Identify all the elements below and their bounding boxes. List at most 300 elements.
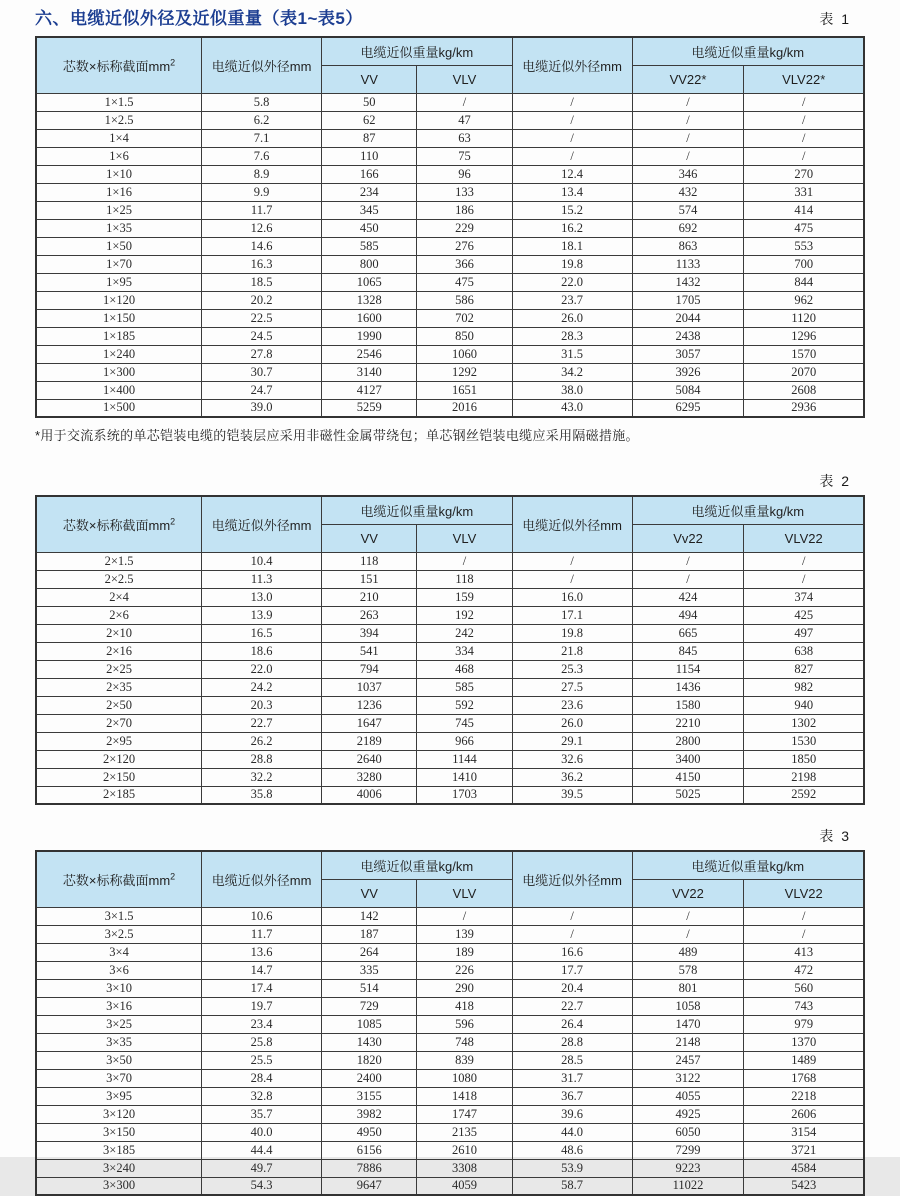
table-row (36, 642, 864, 660)
table-cell: / (744, 111, 864, 129)
table-row (36, 183, 864, 201)
table-cell: 16.5 (202, 624, 322, 642)
table-cell: 7299 (632, 1141, 744, 1159)
table-cell: 276 (417, 237, 512, 255)
table-cell: 7.1 (202, 129, 322, 147)
table-cell: 13.6 (202, 943, 322, 961)
table-row (36, 237, 864, 255)
table-cell: 2×185 (36, 786, 202, 804)
col-header-weight2: 电缆近似重量kg/km (632, 496, 864, 524)
table-cell: 450 (322, 219, 417, 237)
table1-body (36, 93, 864, 417)
table-row (36, 219, 864, 237)
table-cell: 1328 (322, 291, 417, 309)
table-cell: 2218 (744, 1087, 864, 1105)
table-cell: 35.7 (202, 1105, 322, 1123)
table-cell: 1418 (417, 1087, 512, 1105)
table-cell: 1747 (417, 1105, 512, 1123)
table-cell: 39.6 (512, 1105, 632, 1123)
table-cell: / (632, 907, 744, 925)
table-row (36, 309, 864, 327)
table-cell: 2546 (322, 345, 417, 363)
table-cell: / (512, 147, 632, 165)
table-cell: / (417, 907, 512, 925)
table-cell: 11022 (632, 1177, 744, 1195)
table-cell: 32.2 (202, 768, 322, 786)
table-cell: 20.3 (202, 696, 322, 714)
table-cell: 432 (632, 183, 744, 201)
table-cell: 166 (322, 165, 417, 183)
table-cell: 475 (417, 273, 512, 291)
col-header-od1: 电缆近似外径mm (202, 37, 322, 93)
table-cell: 20.2 (202, 291, 322, 309)
table-row (36, 1141, 864, 1159)
table-cell: 3308 (417, 1159, 512, 1177)
table-cell: 50 (322, 93, 417, 111)
table-cell: 702 (417, 309, 512, 327)
table-cell: 5259 (322, 399, 417, 417)
col-header-vv: VV (322, 524, 417, 552)
table3-label: 表 3 (819, 828, 851, 844)
table-cell: 845 (632, 642, 744, 660)
table-cell: 19.8 (512, 255, 632, 273)
table-cell: 35.8 (202, 786, 322, 804)
table-cell: 1647 (322, 714, 417, 732)
table-cell: 585 (417, 678, 512, 696)
col-header-vv: VV (322, 879, 417, 907)
table-cell: 2592 (744, 786, 864, 804)
table-cell: 3×50 (36, 1051, 202, 1069)
table-cell: 242 (417, 624, 512, 642)
table-cell: 118 (417, 570, 512, 588)
table-cell: 2800 (632, 732, 744, 750)
table-row (36, 165, 864, 183)
table-cell: 19.7 (202, 997, 322, 1015)
col-header-od1: 电缆近似外径mm (202, 851, 322, 907)
table-cell: 24.2 (202, 678, 322, 696)
table-cell: 24.7 (202, 381, 322, 399)
table-cell: 28.4 (202, 1069, 322, 1087)
table-row (36, 961, 864, 979)
table-cell: 8.9 (202, 165, 322, 183)
table-cell: 578 (632, 961, 744, 979)
table-cell: 210 (322, 588, 417, 606)
table-cell: 1×2.5 (36, 111, 202, 129)
table-cell: 424 (632, 588, 744, 606)
table-row (36, 552, 864, 570)
col-header-od1: 电缆近似外径mm (202, 496, 322, 552)
table-cell: 2×16 (36, 642, 202, 660)
table-cell: 2×50 (36, 696, 202, 714)
table-cell: 1×1.5 (36, 93, 202, 111)
table-cell: 32.6 (512, 750, 632, 768)
table-cell: 151 (322, 570, 417, 588)
table-cell: 4006 (322, 786, 417, 804)
table-row (36, 1159, 864, 1177)
table-cell: 3×185 (36, 1141, 202, 1159)
table-cell: 1×95 (36, 273, 202, 291)
table-cell: 7886 (322, 1159, 417, 1177)
table-cell: 1651 (417, 381, 512, 399)
table-cell: 2438 (632, 327, 744, 345)
table-row (36, 129, 864, 147)
table-cell: 2608 (744, 381, 864, 399)
table-cell: / (744, 147, 864, 165)
table-cell: 394 (322, 624, 417, 642)
table-row (36, 273, 864, 291)
table-cell: 1×185 (36, 327, 202, 345)
table-cell: 28.3 (512, 327, 632, 345)
table-cell: 574 (632, 201, 744, 219)
table-cell: 3×95 (36, 1087, 202, 1105)
table-cell: 940 (744, 696, 864, 714)
table-cell: 31.7 (512, 1069, 632, 1087)
table-cell: 585 (322, 237, 417, 255)
table-cell: / (512, 129, 632, 147)
table-cell: 2×4 (36, 588, 202, 606)
table-cell: 1×400 (36, 381, 202, 399)
table-row (36, 1069, 864, 1087)
table-row (36, 588, 864, 606)
col-header-weight1: 电缆近似重量kg/km (322, 496, 512, 524)
table-cell: 331 (744, 183, 864, 201)
table-cell: 3×120 (36, 1105, 202, 1123)
table-cell: 34.2 (512, 363, 632, 381)
table-cell: 26.0 (512, 714, 632, 732)
table-row (36, 291, 864, 309)
table-row (36, 907, 864, 925)
table-cell: 1600 (322, 309, 417, 327)
table-cell: 87 (322, 129, 417, 147)
table-cell: 3140 (322, 363, 417, 381)
table-cell: 11.7 (202, 201, 322, 219)
table-cell: 18.1 (512, 237, 632, 255)
table-row (36, 925, 864, 943)
table-cell: 494 (632, 606, 744, 624)
table-cell: 850 (417, 327, 512, 345)
table-cell: / (744, 93, 864, 111)
table-cell: / (632, 129, 744, 147)
table-cell: 32.8 (202, 1087, 322, 1105)
table-cell: 553 (744, 237, 864, 255)
table-row (36, 1123, 864, 1141)
table-cell: 979 (744, 1015, 864, 1033)
table-cell: 3×6 (36, 961, 202, 979)
table-cell: 2×6 (36, 606, 202, 624)
table-cell: 745 (417, 714, 512, 732)
table-cell: 28.5 (512, 1051, 632, 1069)
table-cell: 2×150 (36, 768, 202, 786)
table-cell: 263 (322, 606, 417, 624)
table-cell: 1120 (744, 309, 864, 327)
table-cell: / (417, 552, 512, 570)
table-cell: 4584 (744, 1159, 864, 1177)
table-cell: 18.6 (202, 642, 322, 660)
table-cell: 23.6 (512, 696, 632, 714)
table-cell: 1×16 (36, 183, 202, 201)
table-cell: 16.2 (512, 219, 632, 237)
table-cell: 2×35 (36, 678, 202, 696)
table-cell: 1820 (322, 1051, 417, 1069)
table-cell: 425 (744, 606, 864, 624)
table-cell: 16.6 (512, 943, 632, 961)
table-cell: 472 (744, 961, 864, 979)
footnote: *用于交流系统的单芯铠装电缆的铠装层应采用非磁性金属带绕包；单芯钢丝铠装电缆应采用隔磁措施。 (35, 428, 639, 443)
table-cell: / (632, 552, 744, 570)
col-header-vlv: VLV (417, 879, 512, 907)
table-cell: 596 (417, 1015, 512, 1033)
table-cell: 1580 (632, 696, 744, 714)
table-cell: 1236 (322, 696, 417, 714)
table-cell: 1065 (322, 273, 417, 291)
table-row (36, 768, 864, 786)
table2-label: 表 2 (819, 473, 851, 489)
table-cell: 592 (417, 696, 512, 714)
table-cell: 1×70 (36, 255, 202, 273)
table-row (36, 660, 864, 678)
table-cell: 729 (322, 997, 417, 1015)
table-cell: 2×2.5 (36, 570, 202, 588)
table-cell: 475 (744, 219, 864, 237)
table-cell: / (744, 925, 864, 943)
table-cell: 58.7 (512, 1177, 632, 1195)
table-cell: 1×35 (36, 219, 202, 237)
table-row (36, 606, 864, 624)
table1-header (36, 37, 864, 93)
table-cell: 6156 (322, 1141, 417, 1159)
table-cell: 1410 (417, 768, 512, 786)
col-header-vlv22: VLV22 (744, 524, 864, 552)
table-cell: 53.9 (512, 1159, 632, 1177)
table-cell: 54.3 (202, 1177, 322, 1195)
table-cell: 1×50 (36, 237, 202, 255)
table-cell: 3122 (632, 1069, 744, 1087)
table-cell: 226 (417, 961, 512, 979)
table1-label: 表 1 (819, 11, 851, 27)
table-cell: 49.7 (202, 1159, 322, 1177)
table-cell: 1302 (744, 714, 864, 732)
table-cell: 10.4 (202, 552, 322, 570)
table-cell: 12.6 (202, 219, 322, 237)
table-cell: 30.7 (202, 363, 322, 381)
table-cell: 133 (417, 183, 512, 201)
table2-label-row (35, 471, 865, 491)
table-cell: 3×2.5 (36, 925, 202, 943)
table3 (35, 850, 865, 1196)
table-cell: 3721 (744, 1141, 864, 1159)
table-cell: 9647 (322, 1177, 417, 1195)
table-cell: 418 (417, 997, 512, 1015)
table-cell: 17.7 (512, 961, 632, 979)
table3-header (36, 851, 864, 907)
table-cell: 17.1 (512, 606, 632, 624)
table-cell: 863 (632, 237, 744, 255)
table-cell: 1144 (417, 750, 512, 768)
table-cell: 26.4 (512, 1015, 632, 1033)
table-cell: 1×240 (36, 345, 202, 363)
table-cell: 26.0 (512, 309, 632, 327)
table-cell: / (744, 129, 864, 147)
table-cell: 192 (417, 606, 512, 624)
table-cell: 560 (744, 979, 864, 997)
table-row (36, 786, 864, 804)
table-cell: / (632, 925, 744, 943)
table-cell: 22.7 (202, 714, 322, 732)
table-cell: 3×240 (36, 1159, 202, 1177)
table-cell: 290 (417, 979, 512, 997)
table-row (36, 381, 864, 399)
table-cell: 5423 (744, 1177, 864, 1195)
table-cell: 62 (322, 111, 417, 129)
table-row (36, 363, 864, 381)
table-cell: 43.0 (512, 399, 632, 417)
table-cell: 22.7 (512, 997, 632, 1015)
table-cell: 26.2 (202, 732, 322, 750)
table-cell: 13.9 (202, 606, 322, 624)
table-cell: 3155 (322, 1087, 417, 1105)
table-cell: 1085 (322, 1015, 417, 1033)
table-cell: 22.5 (202, 309, 322, 327)
table-cell: 3×150 (36, 1123, 202, 1141)
table-row (36, 624, 864, 642)
table-cell: 2044 (632, 309, 744, 327)
table-cell: 27.8 (202, 345, 322, 363)
table-row (36, 714, 864, 732)
col-header-vv22: VV22 (632, 879, 744, 907)
table-cell: / (512, 111, 632, 129)
table3-label-row (35, 826, 865, 846)
table-row (36, 1105, 864, 1123)
table2-body (36, 552, 864, 804)
col-header-weight2: 电缆近似重量kg/km (632, 37, 864, 65)
table-cell: 22.0 (202, 660, 322, 678)
table-cell: 25.3 (512, 660, 632, 678)
table-cell: 2210 (632, 714, 744, 732)
table-cell: 13.0 (202, 588, 322, 606)
table-cell: 497 (744, 624, 864, 642)
table-cell: 3×16 (36, 997, 202, 1015)
table-cell: 665 (632, 624, 744, 642)
table-cell: 3926 (632, 363, 744, 381)
table-cell: 345 (322, 201, 417, 219)
table-row (36, 678, 864, 696)
table-cell: 187 (322, 925, 417, 943)
table-row (36, 147, 864, 165)
table-cell: 2640 (322, 750, 417, 768)
table-cell: / (512, 925, 632, 943)
col-header-od2: 电缆近似外径mm (512, 851, 632, 907)
table-cell: 489 (632, 943, 744, 961)
table-cell: 7.6 (202, 147, 322, 165)
table-cell: / (632, 147, 744, 165)
table-cell: / (744, 552, 864, 570)
table-cell: 586 (417, 291, 512, 309)
table-cell: 4127 (322, 381, 417, 399)
table-cell: 1370 (744, 1033, 864, 1051)
table-cell: 23.4 (202, 1015, 322, 1033)
table-cell: 1292 (417, 363, 512, 381)
table-row (36, 750, 864, 768)
table-cell: 3400 (632, 750, 744, 768)
table-row (36, 1033, 864, 1051)
table-cell: 2606 (744, 1105, 864, 1123)
table-row (36, 399, 864, 417)
table-cell: / (512, 552, 632, 570)
table-cell: 20.4 (512, 979, 632, 997)
col-header-vlv22: VLV22* (744, 65, 864, 93)
table-cell: 22.0 (512, 273, 632, 291)
table-cell: 1470 (632, 1015, 744, 1033)
table-cell: 186 (417, 201, 512, 219)
table-cell: 159 (417, 588, 512, 606)
table-cell: 229 (417, 219, 512, 237)
table-cell: / (744, 570, 864, 588)
table-row (36, 997, 864, 1015)
table-row (36, 696, 864, 714)
col-header-weight1: 电缆近似重量kg/km (322, 37, 512, 65)
table-cell: 2×10 (36, 624, 202, 642)
table-cell: 23.7 (512, 291, 632, 309)
table-cell: 9.9 (202, 183, 322, 201)
table-cell: 2198 (744, 768, 864, 786)
table-cell: 1990 (322, 327, 417, 345)
table-cell: 1436 (632, 678, 744, 696)
table-row (36, 1051, 864, 1069)
table-cell: 3×25 (36, 1015, 202, 1033)
table-cell: 13.4 (512, 183, 632, 201)
table-cell: 38.0 (512, 381, 632, 399)
table-cell: 2135 (417, 1123, 512, 1141)
table-cell: 28.8 (202, 750, 322, 768)
table-cell: 3154 (744, 1123, 864, 1141)
table-cell: 31.5 (512, 345, 632, 363)
table-cell: 47 (417, 111, 512, 129)
table-cell: 25.8 (202, 1033, 322, 1051)
table-cell: 6050 (632, 1123, 744, 1141)
table-cell: 1×150 (36, 309, 202, 327)
table-cell: 264 (322, 943, 417, 961)
table-cell: 2070 (744, 363, 864, 381)
table-cell: 1×120 (36, 291, 202, 309)
table-cell: 6.2 (202, 111, 322, 129)
table-cell: 1080 (417, 1069, 512, 1087)
table-cell: 16.0 (512, 588, 632, 606)
table-cell: 5025 (632, 786, 744, 804)
table-row (36, 111, 864, 129)
table-row (36, 345, 864, 363)
table-cell: 36.7 (512, 1087, 632, 1105)
table-row (36, 201, 864, 219)
table-cell: 1430 (322, 1033, 417, 1051)
table-cell: 1570 (744, 345, 864, 363)
table-cell: 3982 (322, 1105, 417, 1123)
table-cell: 3×10 (36, 979, 202, 997)
table-cell: 839 (417, 1051, 512, 1069)
table-cell: 189 (417, 943, 512, 961)
table-cell: 9223 (632, 1159, 744, 1177)
table-cell: 39.0 (202, 399, 322, 417)
table-cell: 3×70 (36, 1069, 202, 1087)
table-cell: 1×500 (36, 399, 202, 417)
table-cell: 1060 (417, 345, 512, 363)
col-header-od2: 电缆近似外径mm (512, 496, 632, 552)
table-cell: 118 (322, 552, 417, 570)
table-cell: 16.3 (202, 255, 322, 273)
table-cell: 1133 (632, 255, 744, 273)
table-cell: 514 (322, 979, 417, 997)
page-title: 六、电缆近似外径及近似重量（表1~表5） (35, 9, 363, 28)
col-header-vlv: VLV (417, 65, 512, 93)
